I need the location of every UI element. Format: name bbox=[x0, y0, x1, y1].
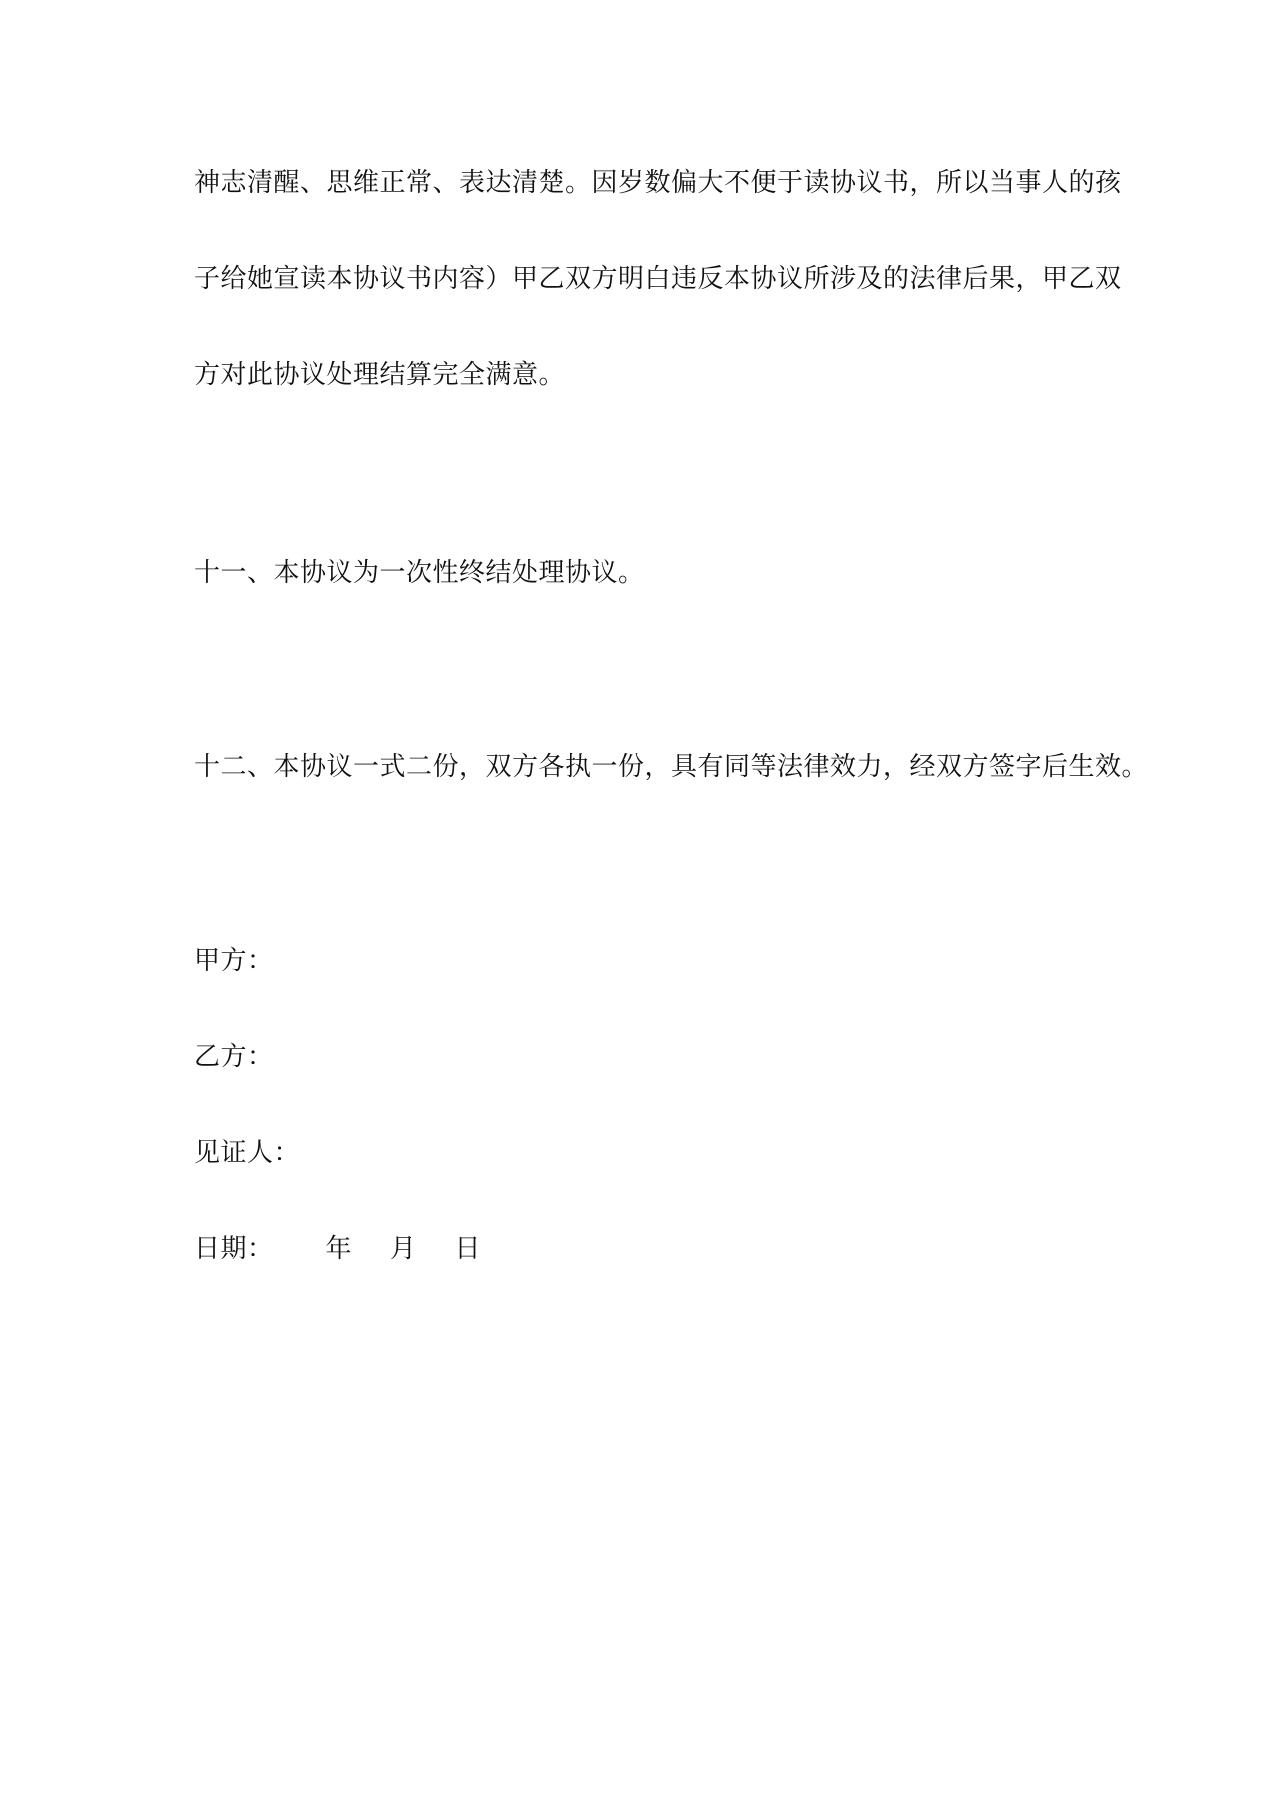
paragraph-line-3: 方对此协议处理结算完全满意。 bbox=[194, 360, 566, 390]
date-line bbox=[194, 1232, 481, 1266]
clause-11: 十一、本协议为一次性终结处理协议。 bbox=[194, 558, 645, 588]
party-a-label: 甲方： bbox=[194, 946, 274, 976]
witness-label: 见证人： bbox=[194, 1138, 301, 1168]
clause-12: 十二、本协议一式二份，双方各执一份，具有同等法律效力，经双方签字后生效。 bbox=[194, 752, 1149, 782]
date-label: 日期： bbox=[194, 1234, 274, 1264]
date-day: 日 bbox=[454, 1234, 482, 1264]
party-b-label: 乙方： bbox=[194, 1042, 274, 1072]
date-year: 年 bbox=[325, 1234, 353, 1264]
date-month: 月 bbox=[390, 1234, 417, 1264]
paragraph-line-1: 神志清醒、思维正常、表达清楚。因岁数偏大不便于读协议书，所以当事人的孩 bbox=[194, 168, 1122, 198]
paragraph-line-2: 子给她宣读本协议书内容）甲乙双方明白违反本协议所涉及的法律后果，甲乙双 bbox=[194, 264, 1122, 294]
